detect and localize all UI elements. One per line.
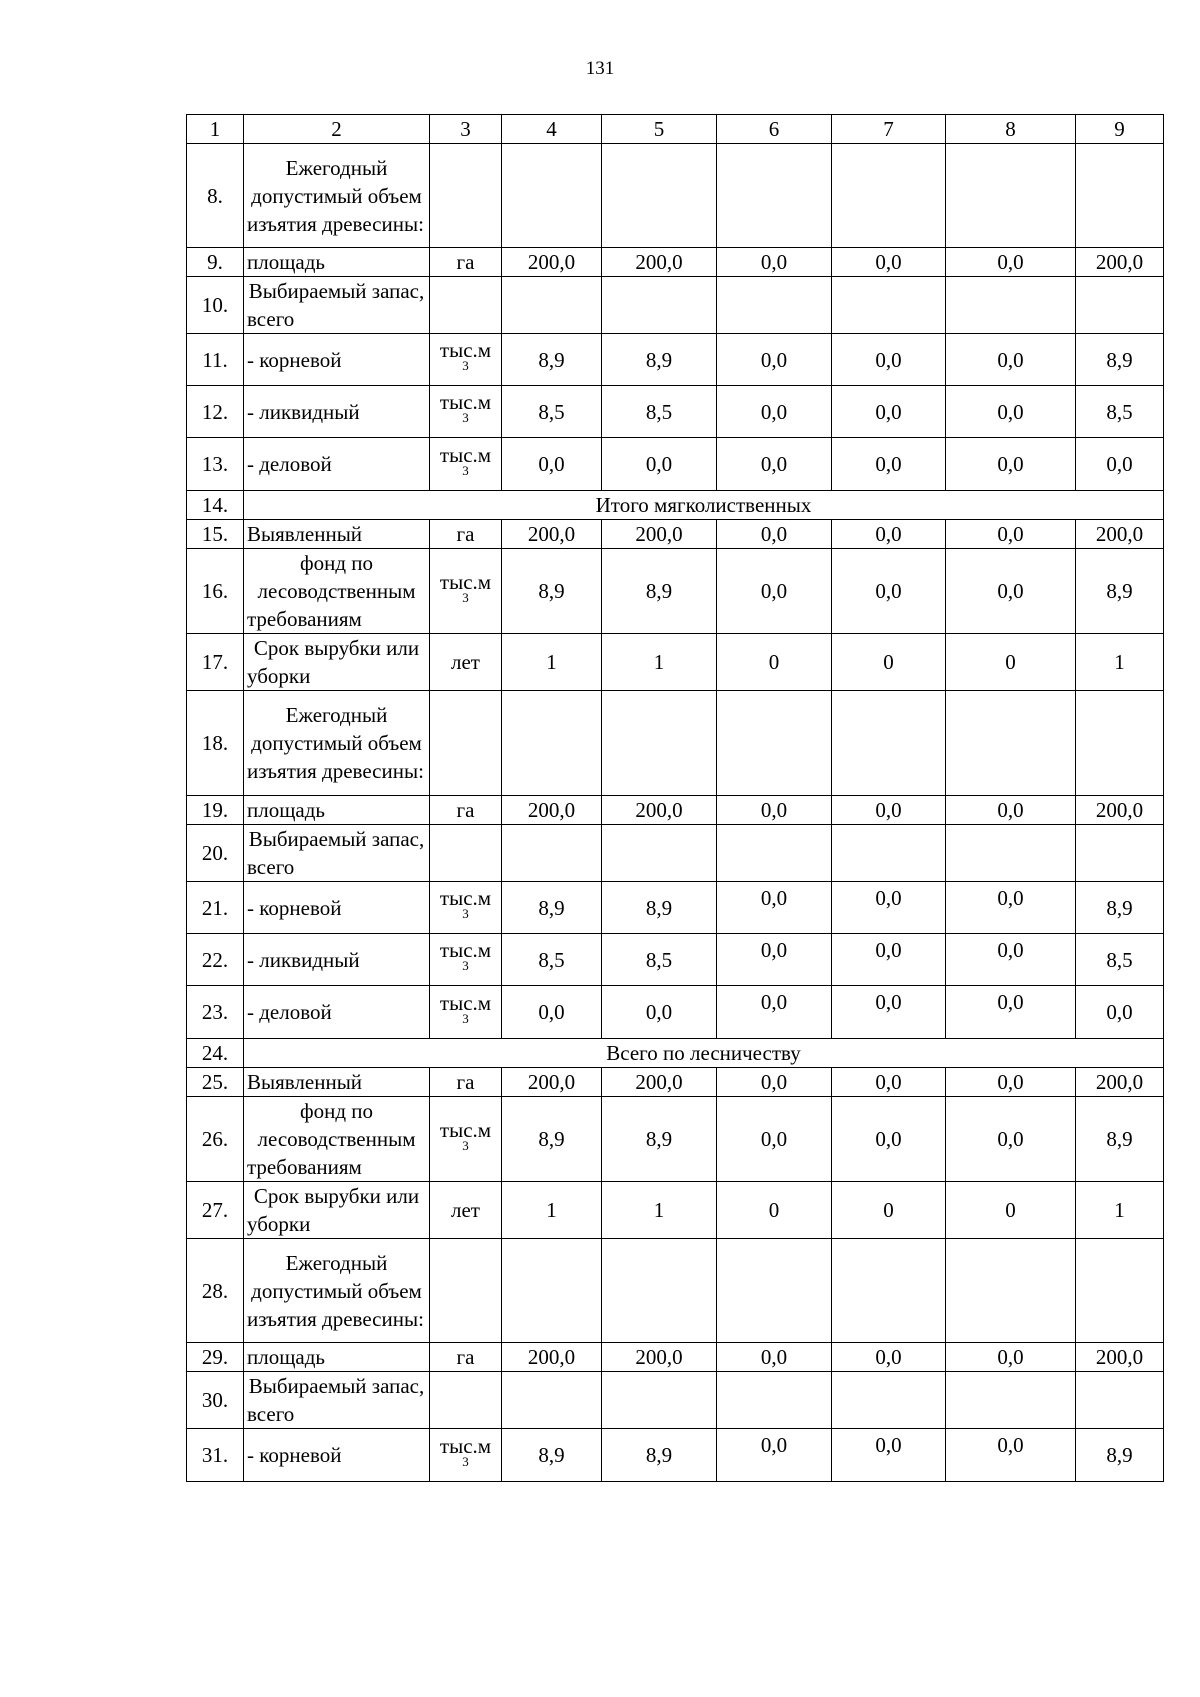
value-cell: 0,0 <box>832 520 946 549</box>
indicator-name-cell: - корневой <box>244 882 430 934</box>
value-cell <box>946 144 1076 248</box>
value-cell <box>1076 1372 1164 1429</box>
indicator-name-cell: - деловой <box>244 986 430 1039</box>
value-cell: 0,0 <box>946 1097 1076 1182</box>
indicator-name-cell: Срок вырубки или уборки <box>244 634 430 691</box>
row-number-cell: 24. <box>187 1039 244 1068</box>
value-cell <box>946 691 1076 796</box>
value-cell: 0,0 <box>946 796 1076 825</box>
value-cell: 0,0 <box>717 796 832 825</box>
table-row <box>187 1372 1164 1429</box>
row-number-cell: 27. <box>187 1182 244 1239</box>
unit-cell: га <box>430 1343 502 1372</box>
value-cell <box>832 691 946 796</box>
unit-main-text: тыс.м <box>439 1117 492 1142</box>
row-number-cell: 25. <box>187 1068 244 1097</box>
table-row <box>187 825 1164 882</box>
table-row <box>187 549 1164 634</box>
value-cell: 0,0 <box>946 1068 1076 1097</box>
value-cell: 0,0 <box>717 520 832 549</box>
unit-main-text: тыс.м <box>439 442 492 467</box>
value-cell: 8,9 <box>502 1097 602 1182</box>
table-row <box>187 277 1164 334</box>
value-cell: 0,0 <box>717 438 832 491</box>
value-cell: 0,0 <box>946 438 1076 491</box>
data-table <box>186 114 1164 1482</box>
value-cell: 0,0 <box>1076 986 1164 1039</box>
value-cell <box>602 691 717 796</box>
unit-cell <box>430 1372 502 1429</box>
value-cell: 8,9 <box>602 334 717 386</box>
value-cell: 0,0 <box>502 438 602 491</box>
value-cell: 0,0 <box>717 1097 832 1182</box>
indicator-name-cell: - ликвидный <box>244 934 430 986</box>
value-cell: 0,0 <box>717 386 832 438</box>
table-row <box>187 438 1164 491</box>
row-number-cell: 19. <box>187 796 244 825</box>
table-row <box>187 934 1164 986</box>
table-row <box>187 986 1164 1039</box>
value-cell: 200,0 <box>1076 796 1164 825</box>
table-header-row <box>187 115 1164 144</box>
row-number-cell: 9. <box>187 248 244 277</box>
row-number-cell: 18. <box>187 691 244 796</box>
row-number-cell: 26. <box>187 1097 244 1182</box>
value-cell: 0,0 <box>717 248 832 277</box>
table-row <box>187 520 1164 549</box>
indicator-name-cell: Выявленный <box>244 1068 430 1097</box>
row-number-cell: 23. <box>187 986 244 1039</box>
unit-label <box>439 886 492 921</box>
value-cell <box>1076 144 1164 248</box>
value-cell: 0,0 <box>946 386 1076 438</box>
row-number-cell: 20. <box>187 825 244 882</box>
value-cell <box>602 144 717 248</box>
page-number: 131 <box>585 58 615 79</box>
row-number-cell: 31. <box>187 1429 244 1482</box>
value-cell: 0,0 <box>602 438 717 491</box>
row-number-cell: 15. <box>187 520 244 549</box>
row-number-cell: 21. <box>187 882 244 934</box>
value-cell: 0,0 <box>946 934 1076 986</box>
unit-cell: лет <box>430 1182 502 1239</box>
value-cell: 0,0 <box>717 1343 832 1372</box>
table-row <box>187 1239 1164 1343</box>
unit-cell: га <box>430 796 502 825</box>
value-cell: 0,0 <box>717 549 832 634</box>
value-cell: 8,9 <box>502 882 602 934</box>
value-cell <box>502 1372 602 1429</box>
unit-cell: га <box>430 248 502 277</box>
value-cell: 0,0 <box>717 1068 832 1097</box>
unit-main-text: тыс.м <box>439 886 492 910</box>
indicator-name-cell: фонд по лесоводственным требованиям <box>244 1097 430 1182</box>
unit-main-text: тыс.м <box>439 390 492 414</box>
unit-cell <box>430 277 502 334</box>
unit-cell <box>430 334 502 386</box>
unit-main-text: тыс.м <box>439 569 492 594</box>
value-cell: 1 <box>602 1182 717 1239</box>
table-row <box>187 334 1164 386</box>
value-cell: 0,0 <box>717 334 832 386</box>
value-cell: 0,0 <box>832 796 946 825</box>
value-cell: 8,9 <box>1076 549 1164 634</box>
indicator-name-cell: Выбираемый запас, всего <box>244 1372 430 1429</box>
value-cell: 0,0 <box>946 520 1076 549</box>
value-cell: 0,0 <box>832 438 946 491</box>
section-title-cell: Итого мягколиственных <box>244 491 1164 520</box>
value-cell <box>502 825 602 882</box>
unit-label <box>439 1117 492 1153</box>
indicator-name-cell: фонд по лесоводственным требованиям <box>244 549 430 634</box>
value-cell <box>946 1239 1076 1343</box>
indicator-name-cell: площадь <box>244 1343 430 1372</box>
unit-cell <box>430 1239 502 1343</box>
value-cell: 0,0 <box>832 1097 946 1182</box>
unit-exponent: 3 <box>462 589 469 605</box>
value-cell <box>602 277 717 334</box>
value-cell: 200,0 <box>602 1343 717 1372</box>
value-cell: 8,5 <box>1076 386 1164 438</box>
unit-exponent: 3 <box>462 358 469 373</box>
section-title-cell: Всего по лесничеству <box>244 1039 1164 1068</box>
indicator-name-cell: - корневой <box>244 1429 430 1482</box>
value-cell: 0,0 <box>832 986 946 1039</box>
value-cell <box>1076 277 1164 334</box>
value-cell: 0,0 <box>832 882 946 934</box>
value-cell: 1 <box>1076 1182 1164 1239</box>
unit-exponent: 3 <box>462 1137 469 1153</box>
value-cell <box>946 1372 1076 1429</box>
value-cell: 1 <box>1076 634 1164 691</box>
value-cell <box>717 1372 832 1429</box>
unit-cell <box>430 986 502 1039</box>
value-cell: 8,9 <box>1076 334 1164 386</box>
header-cell: 3 <box>430 115 502 144</box>
table-row <box>187 1182 1164 1239</box>
value-cell <box>832 1372 946 1429</box>
unit-cell <box>430 825 502 882</box>
unit-label <box>439 938 492 973</box>
value-cell: 0,0 <box>717 1429 832 1482</box>
header-cell: 1 <box>187 115 244 144</box>
row-number-cell: 13. <box>187 438 244 491</box>
value-cell: 0,0 <box>717 934 832 986</box>
value-cell: 0,0 <box>946 248 1076 277</box>
unit-cell <box>430 438 502 491</box>
row-number-cell: 10. <box>187 277 244 334</box>
value-cell: 0,0 <box>832 248 946 277</box>
indicator-name-cell: Выбираемый запас, всего <box>244 277 430 334</box>
unit-exponent: 3 <box>462 410 469 425</box>
indicator-name-cell: площадь <box>244 248 430 277</box>
value-cell: 0,0 <box>502 986 602 1039</box>
row-number-cell: 14. <box>187 491 244 520</box>
unit-label <box>439 390 492 425</box>
value-cell <box>1076 691 1164 796</box>
value-cell: 8,9 <box>502 334 602 386</box>
value-cell: 0,0 <box>832 1429 946 1482</box>
value-cell: 200,0 <box>1076 1343 1164 1372</box>
table-row <box>187 1343 1164 1372</box>
unit-cell <box>430 882 502 934</box>
table-row <box>187 386 1164 438</box>
value-cell: 200,0 <box>1076 520 1164 549</box>
unit-main-text: тыс.м <box>439 1433 492 1458</box>
value-cell: 8,9 <box>602 1097 717 1182</box>
value-cell: 1 <box>502 634 602 691</box>
row-number-cell: 30. <box>187 1372 244 1429</box>
value-cell <box>946 277 1076 334</box>
value-cell: 0,0 <box>832 934 946 986</box>
value-cell: 1 <box>602 634 717 691</box>
header-cell: 2 <box>244 115 430 144</box>
unit-cell <box>430 691 502 796</box>
value-cell: 8,5 <box>502 934 602 986</box>
value-cell: 0,0 <box>602 986 717 1039</box>
value-cell <box>502 1239 602 1343</box>
value-cell: 0,0 <box>717 986 832 1039</box>
header-cell: 7 <box>832 115 946 144</box>
value-cell <box>717 825 832 882</box>
value-cell: 0,0 <box>946 334 1076 386</box>
row-number-cell: 8. <box>187 144 244 248</box>
unit-exponent: 3 <box>462 958 469 973</box>
header-cell: 6 <box>717 115 832 144</box>
value-cell <box>832 277 946 334</box>
header-cell: 8 <box>946 115 1076 144</box>
value-cell: 0,0 <box>832 1343 946 1372</box>
value-cell <box>946 825 1076 882</box>
value-cell: 200,0 <box>602 1068 717 1097</box>
value-cell <box>502 277 602 334</box>
value-cell <box>1076 1239 1164 1343</box>
value-cell: 200,0 <box>1076 1068 1164 1097</box>
value-cell: 0,0 <box>946 986 1076 1039</box>
row-number-cell: 29. <box>187 1343 244 1372</box>
value-cell: 200,0 <box>502 248 602 277</box>
indicator-name-cell: Выбираемый запас, всего <box>244 825 430 882</box>
header-cell: 9 <box>1076 115 1164 144</box>
value-cell: 0,0 <box>946 882 1076 934</box>
value-cell: 0 <box>832 634 946 691</box>
unit-cell <box>430 1429 502 1482</box>
value-cell: 200,0 <box>502 796 602 825</box>
indicator-name-cell: Ежегодный допустимый объем изъятия древесины: <box>244 1239 430 1343</box>
unit-exponent: 3 <box>462 462 469 478</box>
value-cell: 0,0 <box>832 549 946 634</box>
value-cell: 8,9 <box>602 549 717 634</box>
section-row <box>187 1039 1164 1068</box>
row-number-cell: 28. <box>187 1239 244 1343</box>
value-cell: 0,0 <box>1076 438 1164 491</box>
indicator-name-cell: - деловой <box>244 438 430 491</box>
value-cell: 200,0 <box>1076 248 1164 277</box>
row-number-cell: 22. <box>187 934 244 986</box>
unit-label <box>439 442 492 478</box>
value-cell: 200,0 <box>502 1068 602 1097</box>
unit-label <box>439 569 492 605</box>
value-cell: 200,0 <box>502 1343 602 1372</box>
value-cell <box>602 825 717 882</box>
value-cell <box>602 1239 717 1343</box>
unit-cell: га <box>430 520 502 549</box>
table-row <box>187 796 1164 825</box>
indicator-name-cell: Ежегодный допустимый объем изъятия древесины: <box>244 691 430 796</box>
unit-cell <box>430 1097 502 1182</box>
value-cell <box>832 144 946 248</box>
unit-main-text: тыс.м <box>439 338 492 362</box>
value-cell: 200,0 <box>602 796 717 825</box>
indicator-name-cell: - ликвидный <box>244 386 430 438</box>
value-cell: 0,0 <box>946 1343 1076 1372</box>
value-cell <box>1076 825 1164 882</box>
table-row <box>187 882 1164 934</box>
value-cell <box>832 825 946 882</box>
table-row <box>187 1097 1164 1182</box>
unit-exponent: 3 <box>462 1010 469 1026</box>
unit-exponent: 3 <box>462 1453 469 1469</box>
value-cell: 8,9 <box>1076 882 1164 934</box>
value-cell: 0 <box>717 634 832 691</box>
value-cell: 1 <box>502 1182 602 1239</box>
value-cell: 0 <box>946 1182 1076 1239</box>
unit-cell: лет <box>430 634 502 691</box>
value-cell: 8,9 <box>502 549 602 634</box>
value-cell <box>717 277 832 334</box>
value-cell: 0,0 <box>832 386 946 438</box>
indicator-name-cell: Выявленный <box>244 520 430 549</box>
value-cell <box>717 1239 832 1343</box>
table-row <box>187 144 1164 248</box>
section-row <box>187 491 1164 520</box>
value-cell: 8,5 <box>1076 934 1164 986</box>
value-cell <box>502 144 602 248</box>
unit-label <box>439 338 492 373</box>
indicator-name-cell: площадь <box>244 796 430 825</box>
value-cell: 0,0 <box>717 882 832 934</box>
value-cell: 0 <box>832 1182 946 1239</box>
value-cell <box>717 144 832 248</box>
unit-label <box>439 990 492 1026</box>
row-number-cell: 17. <box>187 634 244 691</box>
value-cell: 0,0 <box>946 549 1076 634</box>
row-number-cell: 12. <box>187 386 244 438</box>
unit-cell <box>430 934 502 986</box>
value-cell: 200,0 <box>602 248 717 277</box>
value-cell: 8,9 <box>502 1429 602 1482</box>
unit-main-text: тыс.м <box>439 938 492 962</box>
value-cell: 0,0 <box>832 334 946 386</box>
indicator-name-cell: Ежегодный допустимый объем изъятия древесины: <box>244 144 430 248</box>
row-number-cell: 16. <box>187 549 244 634</box>
value-cell: 8,9 <box>1076 1429 1164 1482</box>
value-cell: 0 <box>946 634 1076 691</box>
value-cell: 8,9 <box>602 882 717 934</box>
value-cell: 8,5 <box>602 386 717 438</box>
indicator-name-cell: - корневой <box>244 334 430 386</box>
value-cell <box>717 691 832 796</box>
value-cell: 8,5 <box>502 386 602 438</box>
value-cell: 8,5 <box>602 934 717 986</box>
row-number-cell: 11. <box>187 334 244 386</box>
header-cell: 5 <box>602 115 717 144</box>
table-row <box>187 248 1164 277</box>
value-cell <box>832 1239 946 1343</box>
unit-cell: га <box>430 1068 502 1097</box>
value-cell <box>602 1372 717 1429</box>
unit-cell <box>430 144 502 248</box>
value-cell: 0 <box>717 1182 832 1239</box>
value-cell: 200,0 <box>602 520 717 549</box>
table-row <box>187 634 1164 691</box>
value-cell: 0,0 <box>832 1068 946 1097</box>
table-row <box>187 1068 1164 1097</box>
unit-label <box>439 1433 492 1469</box>
header-cell: 4 <box>502 115 602 144</box>
value-cell: 200,0 <box>502 520 602 549</box>
value-cell: 0,0 <box>946 1429 1076 1482</box>
value-cell: 8,9 <box>602 1429 717 1482</box>
unit-cell <box>430 386 502 438</box>
unit-cell <box>430 549 502 634</box>
table-row <box>187 1429 1164 1482</box>
value-cell: 8,9 <box>1076 1097 1164 1182</box>
value-cell <box>502 691 602 796</box>
table-row <box>187 691 1164 796</box>
unit-main-text: тыс.м <box>439 990 492 1015</box>
unit-exponent: 3 <box>462 906 469 921</box>
indicator-name-cell: Срок вырубки или уборки <box>244 1182 430 1239</box>
